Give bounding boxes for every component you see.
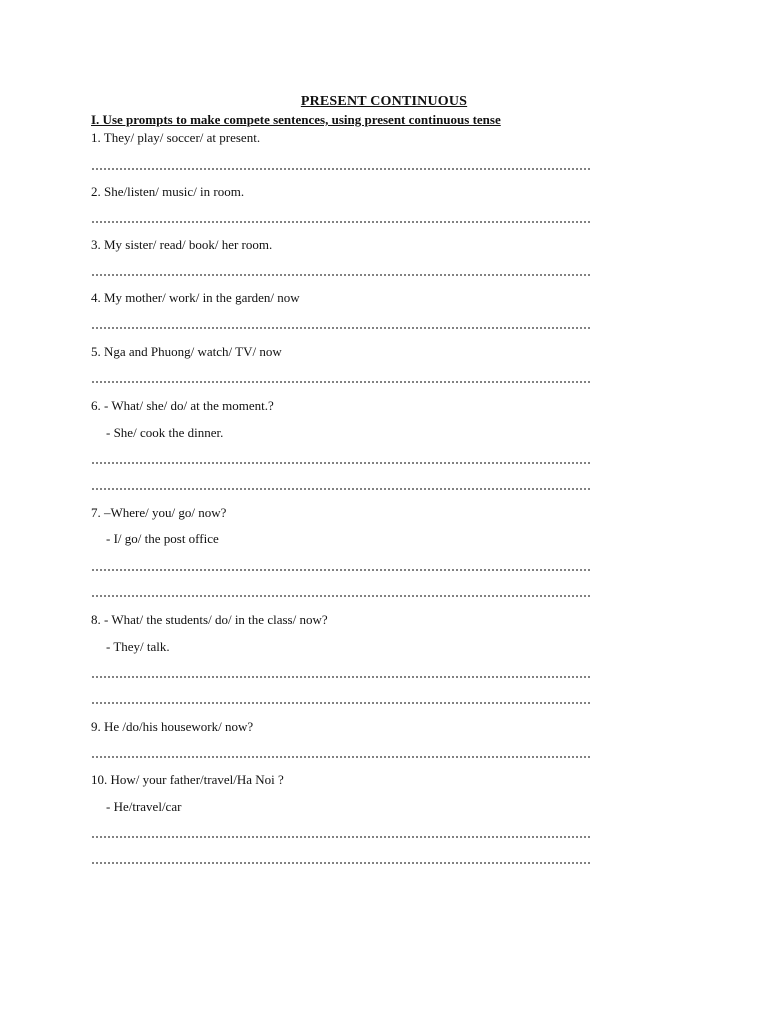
question-prompt-5: 5. Nga and Phuong/ watch/ TV/ now [91,344,282,359]
answer-line-6b[interactable] [91,488,591,490]
page-title: PRESENT CONTINUOUS [300,94,468,109]
question-subprompt-7: - I/ go/ the post office [106,531,219,546]
question-prompt-7: 7. –Where/ you/ go/ now? [91,505,227,520]
answer-line-8b[interactable] [91,702,591,704]
exercise-instruction: I. Use prompts to make compete sentences, using present continuous tense [91,112,501,127]
answer-line-4a[interactable] [91,327,591,329]
answer-line-7a[interactable] [91,569,591,571]
question-subprompt-8: - They/ talk. [106,639,170,654]
answer-line-2a[interactable] [91,221,591,223]
question-prompt-8: 8. - What/ the students/ do/ in the class/ now? [91,612,328,627]
question-prompt-6: 6. - What/ she/ do/ at the moment.? [91,398,274,413]
answer-line-5a[interactable] [91,381,591,383]
answer-line-1a[interactable] [91,168,591,170]
question-prompt-3: 3. My sister/ read/ book/ her room. [91,237,273,252]
answer-line-3a[interactable] [91,274,591,276]
question-subprompt-6: - She/ cook the dinner. [106,425,224,440]
answer-line-10b[interactable] [91,862,591,864]
question-subprompt-10: - He/travel/car [106,799,182,814]
question-prompt-2: 2. She/listen/ music/ in room. [91,184,245,199]
answer-line-8a[interactable] [91,676,591,678]
answer-line-10a[interactable] [91,836,591,838]
answer-line-7b[interactable] [91,595,591,597]
question-prompt-9: 9. He /do/his housework/ now? [91,719,254,734]
question-prompt-4: 4. My mother/ work/ in the garden/ now [91,290,300,305]
question-prompt-10: 10. How/ your father/travel/Ha Noi ? [91,772,284,787]
question-prompt-1: 1. They/ play/ soccer/ at present. [91,130,261,145]
answer-line-9a[interactable] [91,756,591,758]
answer-line-6a[interactable] [91,462,591,464]
